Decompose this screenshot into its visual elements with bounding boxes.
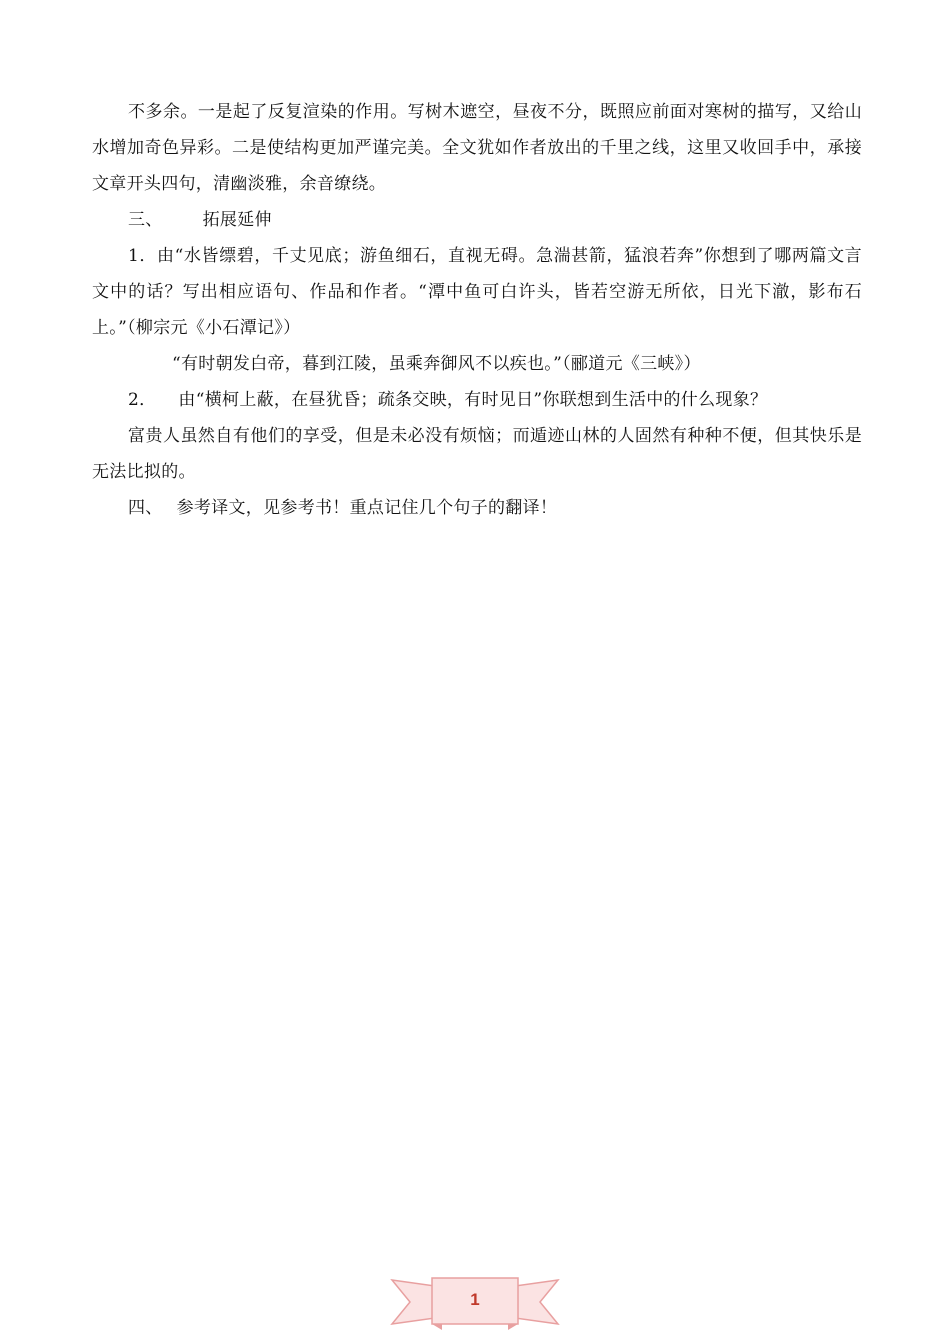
section-3-title: 拓展延伸 (202, 210, 272, 230)
section-4-number: 四、 (128, 498, 163, 518)
section-3-heading (128, 202, 272, 238)
page-number: 1 (470, 1290, 480, 1309)
section-4-text: 参考译文，见参考书！重点记住几个句子的翻译！ (176, 498, 558, 518)
question-2-number: 2． (128, 390, 157, 410)
section-4 (128, 490, 557, 526)
question-2-answer: 富贵人虽然自有他们的享受，但是未必没有烦恼；而遁迹山林的人固然有种种不便，但其快乐是无法比拟的。 (92, 426, 862, 482)
paragraph-analysis: 不多余。一是起了反复渲染的作用。写树木遮空，昼夜不分，既照应前面对寒树的描写，又给山水增加奇色异彩。二是使结构更加严谨完美。全文犹如作者放出的千里之线，这里又收回手中，承接文章开头四句，清幽淡雅，余音缭绕。 (92, 102, 862, 194)
question-2-text: 由“横柯上蔽，在昼犹昏；疏条交映，有时见日”你联想到生活中的什么现象？ (178, 390, 768, 410)
question-1: 1．由“水皆缥碧，千丈见底；游鱼细石，直视无碍。急湍甚箭，猛浪若奔”你想到了哪两篇文言文中的话？写出相应语句、作品和作者。“潭中鱼可白许头，皆若空游无所依，日光下澈，影布石上。”（柳宗元《小石潭记》） (92, 246, 862, 338)
question-2 (128, 382, 767, 418)
question-1-answer-2: “有时朝发白帝，暮到江陵，虽乘奔御风不以疾也。”（郦道元《三峡》） (172, 354, 701, 374)
section-3-number: 三、 (128, 210, 163, 230)
